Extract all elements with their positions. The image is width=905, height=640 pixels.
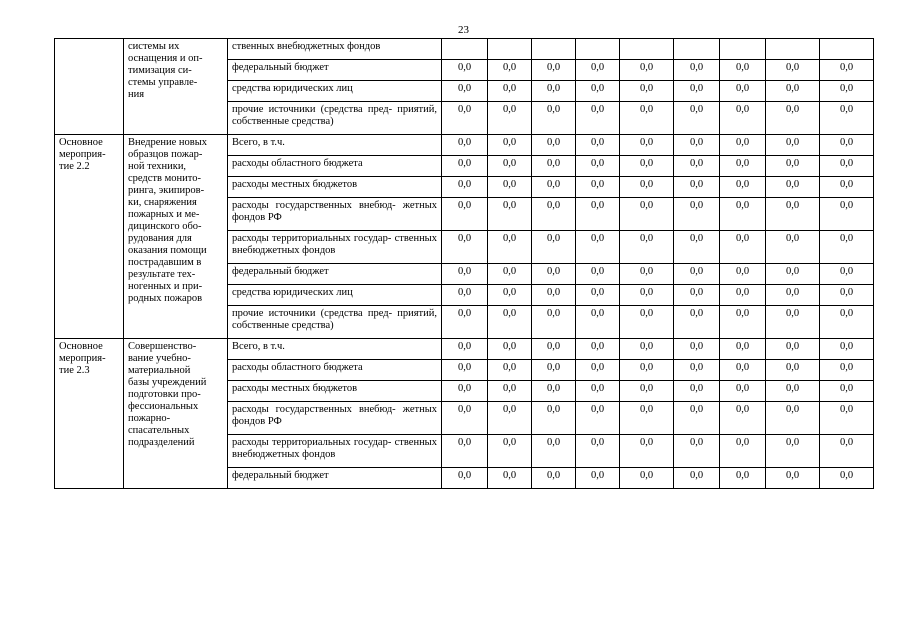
value-cell: 0,0 (488, 156, 532, 177)
value-cell (620, 39, 674, 60)
measure-label-line: Основное (59, 341, 103, 352)
value-cell: 0,0 (620, 60, 674, 81)
activity-description-line: оказания помощи (128, 245, 207, 256)
value-cell: 0,0 (442, 60, 488, 81)
activity-description-line: подразделений (128, 437, 195, 448)
funding-source (228, 156, 442, 177)
value-cell: 0,0 (442, 306, 488, 339)
value-cell: 0,0 (674, 264, 720, 285)
value-cell: 0,0 (620, 231, 674, 264)
value-cell (674, 39, 720, 60)
activity-description-line: базы учреждений (128, 377, 207, 388)
measure-label (55, 339, 124, 489)
value-cell: 0,0 (442, 468, 488, 489)
value-cell: 0,0 (442, 435, 488, 468)
funding-source-text: ственных внебюджетных фондов (232, 41, 381, 52)
funding-source-text: расходы государственных внебюд- жетных фондов РФ (232, 404, 437, 427)
funding-source-text: расходы территориальных государ- ственных внебюджетных фондов (232, 233, 437, 256)
value-cell: 0,0 (620, 360, 674, 381)
funding-source-text: федеральный бюджет (232, 62, 329, 73)
funding-source-text: расходы территориальных государ- ственных внебюджетных фондов (232, 437, 437, 460)
measure-label-line: тие 2.3 (59, 365, 90, 376)
value-cell: 0,0 (620, 468, 674, 489)
funding-source (228, 177, 442, 198)
funding-source (228, 198, 442, 231)
funding-source (228, 135, 442, 156)
value-cell: 0,0 (720, 198, 766, 231)
value-cell (766, 39, 820, 60)
activity-description-line: пожарно- (128, 413, 171, 424)
value-cell: 0,0 (576, 231, 620, 264)
activity-description-line: вание учебно- (128, 353, 191, 364)
value-cell: 0,0 (488, 360, 532, 381)
value-cell: 0,0 (820, 81, 874, 102)
value-cell: 0,0 (766, 81, 820, 102)
value-cell: 0,0 (488, 60, 532, 81)
value-cell: 0,0 (488, 102, 532, 135)
value-cell: 0,0 (674, 435, 720, 468)
value-cell: 0,0 (532, 285, 576, 306)
value-cell: 0,0 (620, 102, 674, 135)
value-cell: 0,0 (674, 231, 720, 264)
value-cell: 0,0 (576, 381, 620, 402)
value-cell: 0,0 (674, 306, 720, 339)
value-cell: 0,0 (720, 81, 766, 102)
value-cell: 0,0 (532, 306, 576, 339)
value-cell: 0,0 (532, 156, 576, 177)
value-cell: 0,0 (532, 360, 576, 381)
value-cell: 0,0 (576, 468, 620, 489)
value-cell: 0,0 (720, 102, 766, 135)
value-cell: 0,0 (576, 60, 620, 81)
value-cell: 0,0 (820, 177, 874, 198)
value-cell: 0,0 (620, 381, 674, 402)
funding-source (228, 39, 442, 60)
value-cell: 0,0 (442, 402, 488, 435)
funding-source-text: федеральный бюджет (232, 470, 329, 481)
value-cell: 0,0 (576, 102, 620, 135)
funding-source-text: Всего, в т.ч. (232, 137, 285, 148)
value-cell: 0,0 (766, 339, 820, 360)
value-cell: 0,0 (488, 177, 532, 198)
value-cell: 0,0 (576, 306, 620, 339)
activity-description-line: родных пожаров (128, 293, 203, 304)
value-cell: 0,0 (820, 360, 874, 381)
value-cell: 0,0 (442, 264, 488, 285)
value-cell: 0,0 (620, 339, 674, 360)
value-cell: 0,0 (766, 102, 820, 135)
value-cell: 0,0 (488, 198, 532, 231)
value-cell: 0,0 (720, 381, 766, 402)
value-cell: 0,0 (820, 231, 874, 264)
value-cell: 0,0 (766, 198, 820, 231)
value-cell: 0,0 (720, 60, 766, 81)
activity-description-line: стемы управле- (128, 77, 198, 88)
value-cell: 0,0 (620, 198, 674, 231)
activity-description-line: средств монито- (128, 173, 201, 184)
value-cell: 0,0 (620, 81, 674, 102)
value-cell: 0,0 (820, 156, 874, 177)
activity-description-line: пострадавшим в (128, 257, 202, 268)
value-cell: 0,0 (720, 135, 766, 156)
value-cell: 0,0 (442, 360, 488, 381)
funding-source-text: средства юридических лиц (232, 83, 353, 94)
value-cell: 0,0 (532, 339, 576, 360)
funding-source-text: федеральный бюджет (232, 266, 329, 277)
page-number: 23 (458, 24, 469, 36)
value-cell: 0,0 (674, 285, 720, 306)
value-cell: 0,0 (576, 402, 620, 435)
measure-label-line: тие 2.2 (59, 161, 90, 172)
value-cell: 0,0 (766, 264, 820, 285)
value-cell: 0,0 (820, 135, 874, 156)
empty-label-cell (55, 39, 124, 135)
value-cell: 0,0 (620, 264, 674, 285)
funding-source-text: расходы местных бюджетов (232, 179, 358, 190)
value-cell: 0,0 (820, 435, 874, 468)
value-cell: 0,0 (532, 81, 576, 102)
table-row (55, 339, 874, 360)
value-cell: 0,0 (576, 285, 620, 306)
value-cell: 0,0 (620, 306, 674, 339)
funding-source-text: расходы государственных внебюд- жетных фондов РФ (232, 200, 437, 223)
value-cell: 0,0 (674, 102, 720, 135)
value-cell: 0,0 (720, 264, 766, 285)
table-row (55, 135, 874, 156)
funding-source (228, 339, 442, 360)
funding-source (228, 81, 442, 102)
funding-source (228, 435, 442, 468)
value-cell (720, 39, 766, 60)
value-cell (488, 39, 532, 60)
value-cell: 0,0 (576, 177, 620, 198)
value-cell: 0,0 (674, 198, 720, 231)
value-cell: 0,0 (720, 306, 766, 339)
value-cell: 0,0 (766, 435, 820, 468)
value-cell: 0,0 (674, 360, 720, 381)
value-cell: 0,0 (442, 102, 488, 135)
value-cell: 0,0 (620, 285, 674, 306)
value-cell: 0,0 (766, 402, 820, 435)
value-cell: 0,0 (820, 468, 874, 489)
value-cell: 0,0 (576, 81, 620, 102)
value-cell: 0,0 (532, 435, 576, 468)
funding-source (228, 306, 442, 339)
value-cell: 0,0 (820, 198, 874, 231)
value-cell: 0,0 (576, 339, 620, 360)
value-cell: 0,0 (766, 306, 820, 339)
activity-description-line: Совершенство- (128, 341, 197, 352)
measure-label-line: мероприя- (59, 149, 106, 160)
activity-description (124, 135, 228, 339)
value-cell: 0,0 (532, 177, 576, 198)
table-row (55, 39, 874, 60)
value-cell: 0,0 (488, 81, 532, 102)
funding-source-text: прочие источники (средства пред- приятий, собственные средства) (232, 308, 437, 331)
value-cell (442, 39, 488, 60)
value-cell: 0,0 (820, 339, 874, 360)
value-cell: 0,0 (820, 306, 874, 339)
value-cell: 0,0 (674, 339, 720, 360)
measure-label (55, 135, 124, 339)
value-cell: 0,0 (720, 177, 766, 198)
value-cell: 0,0 (674, 381, 720, 402)
value-cell: 0,0 (532, 135, 576, 156)
activity-description (124, 339, 228, 489)
activity-description-line: оснащения и оп- (128, 53, 203, 64)
value-cell: 0,0 (720, 231, 766, 264)
value-cell: 0,0 (766, 285, 820, 306)
value-cell: 0,0 (674, 177, 720, 198)
value-cell: 0,0 (820, 402, 874, 435)
funding-source-text: расходы областного бюджета (232, 158, 363, 169)
value-cell: 0,0 (720, 360, 766, 381)
funding-source (228, 402, 442, 435)
value-cell: 0,0 (720, 468, 766, 489)
activity-description-line: подготовки про- (128, 389, 201, 400)
value-cell: 0,0 (620, 156, 674, 177)
funding-source (228, 381, 442, 402)
funding-table (54, 38, 874, 489)
value-cell: 0,0 (488, 381, 532, 402)
activity-description-line: ной техники, (128, 161, 187, 172)
value-cell: 0,0 (620, 435, 674, 468)
activity-description-line: ния (128, 89, 145, 100)
activity-description-line: тимизация си- (128, 65, 192, 76)
value-cell: 0,0 (820, 60, 874, 81)
value-cell: 0,0 (620, 135, 674, 156)
value-cell: 0,0 (442, 231, 488, 264)
value-cell: 0,0 (442, 339, 488, 360)
value-cell: 0,0 (674, 402, 720, 435)
value-cell: 0,0 (576, 264, 620, 285)
value-cell: 0,0 (488, 468, 532, 489)
value-cell: 0,0 (488, 231, 532, 264)
value-cell: 0,0 (766, 360, 820, 381)
value-cell: 0,0 (442, 198, 488, 231)
value-cell: 0,0 (620, 177, 674, 198)
funding-source (228, 231, 442, 264)
value-cell: 0,0 (766, 231, 820, 264)
value-cell: 0,0 (674, 60, 720, 81)
value-cell: 0,0 (674, 468, 720, 489)
value-cell: 0,0 (442, 381, 488, 402)
value-cell: 0,0 (442, 135, 488, 156)
activity-description-line: фессиональных (128, 401, 199, 412)
value-cell: 0,0 (442, 285, 488, 306)
activity-description-line: системы их (128, 41, 180, 52)
value-cell: 0,0 (442, 156, 488, 177)
measure-label-line: мероприя- (59, 353, 106, 364)
funding-source-text: расходы областного бюджета (232, 362, 363, 373)
activity-description-line: материальной (128, 365, 191, 376)
activity-description-line: Внедрение новых (128, 137, 208, 148)
value-cell (576, 39, 620, 60)
value-cell: 0,0 (820, 285, 874, 306)
value-cell: 0,0 (532, 381, 576, 402)
activity-description-line: ногенных и при- (128, 281, 203, 292)
value-cell: 0,0 (442, 81, 488, 102)
funding-source-text: расходы местных бюджетов (232, 383, 358, 394)
value-cell: 0,0 (488, 306, 532, 339)
value-cell: 0,0 (576, 198, 620, 231)
value-cell: 0,0 (766, 468, 820, 489)
activity-description (124, 39, 228, 135)
value-cell: 0,0 (532, 198, 576, 231)
value-cell: 0,0 (488, 435, 532, 468)
value-cell: 0,0 (576, 435, 620, 468)
value-cell: 0,0 (820, 264, 874, 285)
activity-description-line: результате тех- (128, 269, 196, 280)
measure-label-line: Основное (59, 137, 103, 148)
funding-source (228, 264, 442, 285)
activity-description-line: дицинского обо- (128, 221, 202, 232)
value-cell: 0,0 (532, 60, 576, 81)
activity-description-line: рудования для (128, 233, 192, 244)
value-cell: 0,0 (766, 135, 820, 156)
value-cell: 0,0 (766, 177, 820, 198)
value-cell: 0,0 (720, 339, 766, 360)
activity-description-line: ринга, экипиров- (128, 185, 205, 196)
activity-description-line: спасательных (128, 425, 190, 436)
value-cell: 0,0 (488, 264, 532, 285)
value-cell: 0,0 (720, 156, 766, 177)
value-cell: 0,0 (576, 135, 620, 156)
funding-source-text: Всего, в т.ч. (232, 341, 285, 352)
funding-source (228, 360, 442, 381)
funding-source (228, 285, 442, 306)
funding-source-text: средства юридических лиц (232, 287, 353, 298)
table-body (55, 39, 874, 489)
value-cell: 0,0 (620, 402, 674, 435)
funding-source (228, 60, 442, 81)
value-cell: 0,0 (720, 285, 766, 306)
value-cell: 0,0 (820, 102, 874, 135)
activity-description-line: ки, снаряжения (128, 197, 197, 208)
value-cell: 0,0 (532, 102, 576, 135)
value-cell: 0,0 (488, 339, 532, 360)
value-cell: 0,0 (674, 156, 720, 177)
funding-source (228, 468, 442, 489)
value-cell (820, 39, 874, 60)
funding-source-text: прочие источники (средства пред- приятий, собственные средства) (232, 104, 437, 127)
value-cell: 0,0 (820, 381, 874, 402)
value-cell: 0,0 (674, 135, 720, 156)
value-cell: 0,0 (766, 381, 820, 402)
activity-description-line: пожарных и ме- (128, 209, 200, 220)
value-cell: 0,0 (576, 156, 620, 177)
value-cell: 0,0 (766, 156, 820, 177)
value-cell: 0,0 (488, 402, 532, 435)
value-cell: 0,0 (674, 81, 720, 102)
value-cell: 0,0 (532, 402, 576, 435)
value-cell: 0,0 (488, 285, 532, 306)
value-cell: 0,0 (720, 402, 766, 435)
value-cell (532, 39, 576, 60)
value-cell: 0,0 (532, 264, 576, 285)
value-cell: 0,0 (488, 135, 532, 156)
value-cell: 0,0 (442, 177, 488, 198)
value-cell: 0,0 (576, 360, 620, 381)
funding-source (228, 102, 442, 135)
value-cell: 0,0 (720, 435, 766, 468)
value-cell: 0,0 (766, 60, 820, 81)
value-cell: 0,0 (532, 231, 576, 264)
value-cell: 0,0 (532, 468, 576, 489)
activity-description-line: образцов пожар- (128, 149, 203, 160)
